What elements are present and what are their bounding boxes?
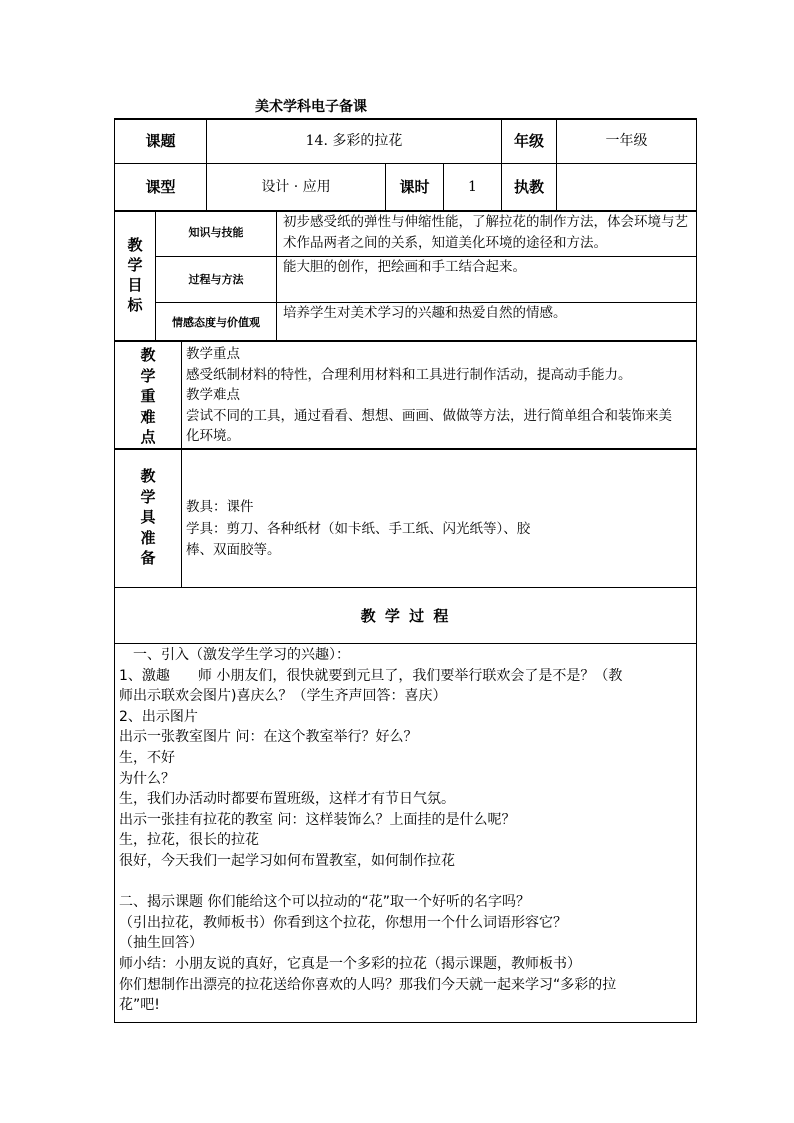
prep-line: 教具：课件 [186,499,254,515]
type-label: 课型 [145,178,176,196]
topic-label: 课题 [145,132,176,150]
hline-focus-end [114,448,697,450]
hours-label: 课时 [399,178,430,196]
process-line: 生，拉花，很长的拉花 [119,832,259,849]
process-line: 师小结：小朋友说的真好，它真是一个多彩的拉花（揭示课题，教师板书） [119,955,581,972]
prep-line: 棒、双面胶等。 [186,542,281,558]
goal-text-knowledge [283,212,695,254]
process-line: 2、出示图片 [119,708,198,725]
grade-value: 一年级 [605,133,648,149]
process-line: （引出拉花，教师板书）你看到这个拉花，你想用一个什么词语形容它？ [119,914,567,931]
prep-line: 学具：剪刀、各种纸材（如卡纸、手工纸、闪光纸等）、胶 [186,520,531,537]
prep-label-char: 准 [140,528,156,547]
goals-section-label [115,235,155,315]
hline-process-head [114,643,697,644]
process-line: （抽生回答） [119,935,203,952]
prep-label-char: 具 [140,508,156,526]
prep-label-char: 学 [140,487,156,506]
process-line: 为什么？ [119,770,175,787]
hline-prep-end [114,587,697,588]
process-line: 花”吧! [119,997,160,1014]
prep-text [186,497,694,562]
process-line: 出示一张挂有拉花的教室 问：这样装饰么？上面挂的是什么呢？ [119,811,516,828]
goal-line: 术作品两者之间的关系，知道美化环境的途径和方法。 [283,235,607,251]
process-line: 师出示联欢会图片)喜庆么？（学生齐声回答：喜庆） [119,688,447,705]
goal-line: 能大胆的创作，把绘画和手工结合起来。 [283,259,526,275]
goal-text-attitude [283,303,695,323]
focus-label-char: 重 [140,387,156,405]
prep-label-char: 备 [140,549,156,567]
process-line: 很好，今天我们一起学习如何布置教室，如何制作拉花 [119,852,455,869]
hline-row1 [114,163,697,164]
goal-label-process: 过程与方法 [188,273,244,286]
focus-label-char: 点 [140,428,156,446]
type-value: 设计 · 应用 [261,179,331,195]
topic-value: 14. 多彩的拉花 [305,133,403,149]
focus-line: 教学难点 [186,387,240,403]
goal-text-process [283,257,695,277]
process-line: 二、揭示课题 你们能给这个可以拉动的“花”取一个好听的名字吗？ [119,894,530,911]
focus-section-label [115,345,181,448]
focus-line: 教学重点 [186,346,240,362]
goal-label-knowledge: 知识与技能 [188,226,244,239]
process-line: 你们想制作出漂亮的拉花送给你喜欢的人吗？那我们今天就一起来学习“多彩的拉 [119,976,617,993]
focus-line: 尝试不同的工具，通过看看、想想、画画、做做等方法，进行简单组合和装饰来美 [186,407,672,424]
vline-goals-b [276,210,277,341]
prep-section-label [115,466,181,569]
hours-value: 1 [468,179,477,195]
vline-prep [181,448,182,588]
process-line: 出示一张教室图片 问：在这个教室举行？好么？ [119,729,418,746]
goal-line: 培养学生对美术学习的兴趣和热爱自然的情感。 [283,305,567,321]
focus-label-char: 学 [140,366,156,385]
goals-label-char: 目 [127,276,143,294]
goal-label-attitude: 情感态度与价值观 [172,316,260,329]
goal-line: 初步感受纸的弹性与伸缩性能，了解拉花的制作方法，体会环境与艺 [283,214,688,230]
focus-line: 化环境。 [186,428,240,444]
vline-focus [181,340,182,449]
grade-label: 年级 [513,132,544,150]
process-line [119,872,694,893]
process-line: 一、引入（激发学生学习的兴趣）： [119,647,350,663]
teacher-label: 执教 [513,178,544,196]
process-line: 生，不好 [119,749,175,766]
table-border-right [696,118,697,1023]
prep-label-char: 教 [140,467,156,485]
focus-text [186,344,694,447]
focus-label-char: 教 [140,346,156,364]
hline-top [114,118,697,120]
goals-label-char: 标 [127,296,143,314]
hline-bottom [114,1022,697,1023]
focus-label-char: 难 [140,407,156,426]
hline-goals-end [114,340,697,342]
goals-label-char: 教 [127,236,143,254]
process-heading: 教 学 过 程 [360,607,451,625]
document-title: 美术学科电子备课 [255,99,367,115]
focus-line: 感受纸制材料的特性，合理利用材料和工具进行制作活动，提高动手能力。 [186,366,632,383]
process-text [119,645,694,1016]
process-line: 1、激趣 师 小朋友们，很快就要到元旦了，我们要举行联欢会了是不是？（教 [119,667,623,684]
goals-label-char: 学 [127,256,143,274]
process-line: 生，我们办活动时都要布置班级，这样才有节日气氛。 [119,791,455,808]
